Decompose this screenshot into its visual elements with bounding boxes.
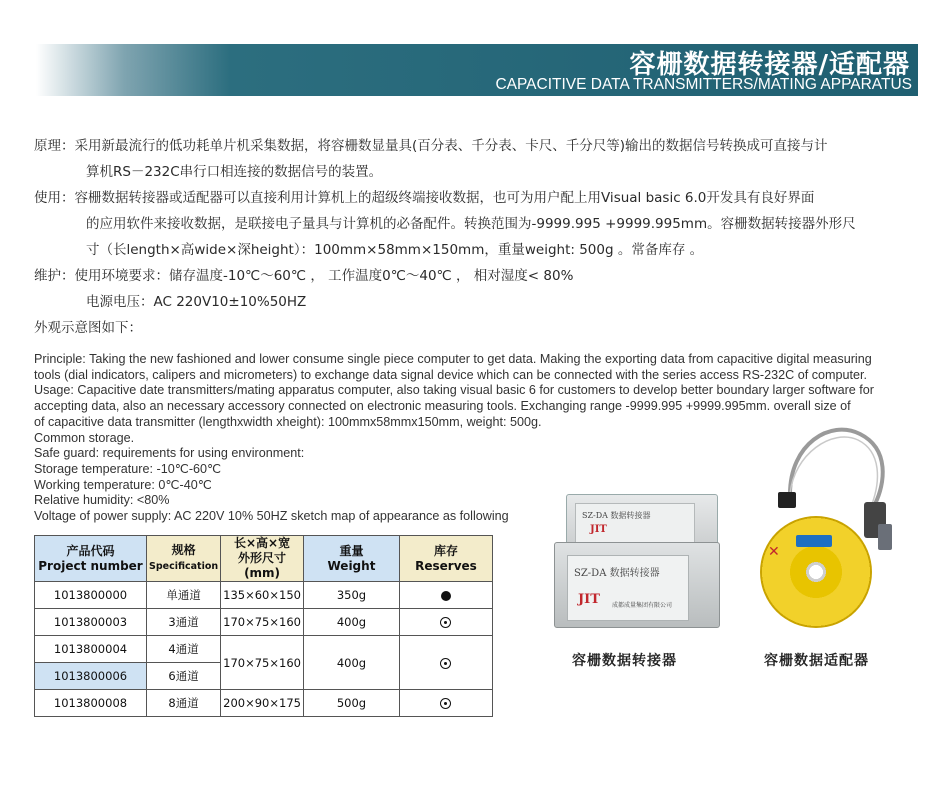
page-subtitle: CAPACITIVE DATA TRANSMITTERS/MATING APPARATUS (495, 76, 912, 93)
header-size (221, 536, 304, 582)
device-mark-bottom: JIT (578, 592, 600, 607)
cell-code: 1013800004 (35, 636, 147, 663)
cell-code: 1013800006 (35, 663, 147, 690)
cell-code: 1013800003 (35, 609, 147, 636)
header-size-cn1: 长×高×宽 (234, 536, 291, 550)
table-header-row (35, 536, 493, 582)
table-row (35, 609, 493, 636)
maintenance-line-1: 维护：使用环境要求：储存温度-10℃～60℃ ， 工作温度0℃～40℃ ， 相对湿度< 80% (34, 268, 574, 284)
header-weight-cn: 重量 (339, 543, 364, 558)
circle-dot-icon (440, 617, 451, 628)
header-size-cn2: 外形尺寸(mm) (238, 551, 287, 580)
header-reserve (399, 536, 492, 582)
usage-line-2: 的应用软件来接收数据，是联接电子量具与计算机的必备配件。转换范围为-9999.995 +9999.995mm。容栅数据转接器外形尺 (86, 216, 856, 232)
cell-spec: 4通道 (147, 636, 221, 663)
principle-line-1: 原理：采用新最流行的低功耗单片机采集数据，将容栅数显量具(百分表、千分表、卡尺、千分尺等)输出的数据信号转换成可直接与计 (34, 138, 828, 154)
adapter-image (760, 424, 900, 624)
cell-spec: 8通道 (147, 690, 221, 717)
table-row (35, 690, 493, 717)
circle-dot-icon (440, 698, 451, 709)
en-line-9: Working temperature: 0℃-40℃ (34, 477, 212, 492)
device-mark-top: JIT (590, 524, 607, 535)
disc-logo-icon (796, 535, 832, 547)
en-line-6: Common storage. (34, 430, 135, 445)
cell-weight: 350g (303, 582, 399, 609)
header-weight-en: Weight (327, 558, 376, 573)
header-code-en: Project number (38, 558, 143, 573)
principle-line-2: 算机RS－232C串行口相连接的数据信号的装置。 (86, 164, 383, 180)
cell-code: 1013800000 (35, 582, 147, 609)
cell-spec: 6通道 (147, 663, 221, 690)
maintenance-line-2: 电源电压：AC 220V10±10%50HZ (86, 294, 307, 310)
header-banner (36, 44, 918, 96)
cell-size: 135×60×150 (221, 582, 304, 609)
appearance-heading: 外观示意图如下： (34, 320, 142, 336)
cell-spec: 单通道 (147, 582, 221, 609)
device-lower-box (554, 542, 720, 628)
header-reserve-en: Reserves (415, 558, 477, 573)
cell-weight: 400g (303, 636, 399, 690)
spec-table (34, 535, 493, 717)
device-label-top: SZ-DA 数据转接器 (582, 511, 651, 520)
table-row (35, 582, 493, 609)
cell-weight: 400g (303, 609, 399, 636)
table-row (35, 636, 493, 663)
cell-reserve (399, 609, 492, 636)
header-spec (147, 536, 221, 582)
device-upper-panel (575, 503, 695, 545)
usage-line-1: 使用：容栅数据转接器或适配器可以直接利用计算机上的超级终端接收数据，也可为用户配上用Visual basic 6.0开发具有良好界面 (34, 190, 815, 206)
chinese-description (34, 133, 924, 341)
en-line-1: Principle: Taking the new fashioned and lower consume single piece computer to get data. Making the exporting data from capacitive digital measuring (34, 352, 872, 366)
en-line-4: accepting data, also an necessary accessory connected on electronic measuring tools. Exchanging range -9999.995 +9999.995mm. overall size of (34, 399, 851, 414)
header-code-cn: 产品代码 (66, 543, 115, 558)
header-spec-cn: 规格 (171, 543, 196, 557)
transmitter-image (552, 492, 722, 634)
en-line-2: tools (dial indicators, calipers and micrometers) to exchange data signal device which can be connected with the series access RS-232C of computer. (34, 367, 868, 382)
cell-size: 170×75×160 (221, 636, 304, 690)
header-weight (303, 536, 399, 582)
en-line-11: Voltage of power supply: AC 220V 10% 50HZ sketch map of appearance as following (34, 509, 509, 524)
cell-reserve (399, 690, 492, 717)
cell-reserve (399, 582, 492, 609)
en-line-8: Storage temperature: -10℃-60℃ (34, 461, 222, 476)
device-label-bottom: SZ-DA 数据转接器 (574, 568, 660, 579)
en-line-10: Relative humidity: <80% (34, 493, 170, 508)
disc-x-icon: ✕ (768, 544, 780, 560)
usage-line-3: 寸（长length×高wide×深height）：100mm×58mm×150mm，重量weight: 500g 。常备库存 。 (86, 242, 704, 258)
en-line-3: Usage: Capacitive date transmitters/mating apparatus computer, also taking visual basic 6 for customers to develop better boundary larger software for (34, 383, 875, 398)
device-lower-panel (567, 555, 689, 621)
cell-weight: 500g (303, 690, 399, 717)
cell-size: 170×75×160 (221, 609, 304, 636)
cell-reserve (399, 636, 492, 690)
cd-disc-icon (760, 516, 872, 628)
caption-adapter: 容栅数据适配器 (764, 653, 869, 669)
header-reserve-cn: 库存 (433, 543, 458, 558)
page-title: 容栅数据转接器/适配器 (629, 50, 910, 80)
header-spec-en: Specification (149, 561, 219, 572)
cell-code: 1013800008 (35, 690, 147, 717)
circle-dot-icon (440, 658, 451, 669)
en-line-7: Safe guard: requirements for using environment: (34, 446, 305, 461)
en-line-5: of capacitive data transmitter (lengthxwidth xheight): 100mmx58mmx150mm, weight: 500g. (34, 414, 542, 429)
cell-size: 200×90×175 (221, 690, 304, 717)
device-company: 成都成量集团有限公司 (612, 602, 673, 609)
filled-dot-icon (441, 591, 451, 601)
caption-transmitter: 容栅数据转接器 (572, 653, 677, 669)
header-code (35, 536, 147, 582)
cell-spec: 3通道 (147, 609, 221, 636)
